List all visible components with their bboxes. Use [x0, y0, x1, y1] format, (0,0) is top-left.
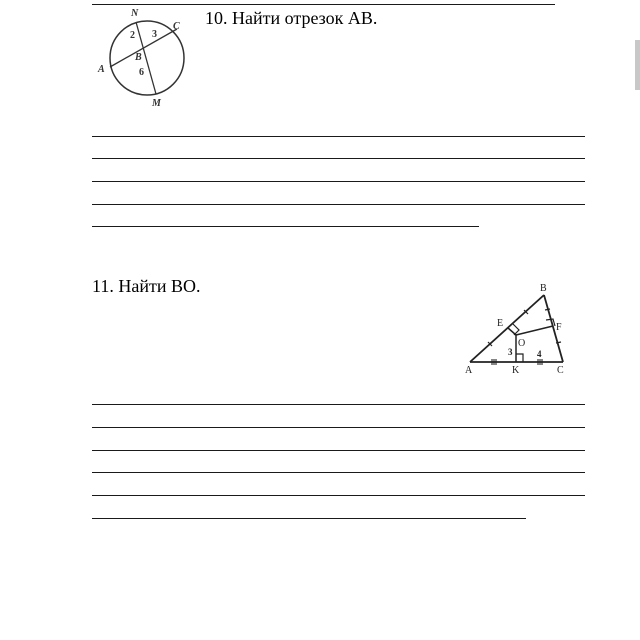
answer-line: [92, 181, 585, 182]
point-a-label: A: [98, 64, 105, 75]
point-b-label: B: [135, 52, 142, 63]
circle-outline: [110, 21, 184, 95]
point-k-label: K: [512, 365, 520, 376]
segment-6-label: 6: [139, 67, 144, 78]
point-n-label: N: [131, 8, 139, 19]
circle-figure: [92, 4, 202, 114]
answer-line: [92, 158, 585, 159]
answer-line: [92, 472, 585, 473]
chord-ca: [110, 29, 177, 67]
task11-title: 11. Найти ВО.: [92, 276, 201, 296]
answer-line: [92, 518, 526, 519]
point-b-label: B: [540, 283, 547, 294]
answer-line: [92, 450, 585, 451]
answer-line: [92, 404, 585, 405]
segment-2-label: 2: [130, 30, 135, 41]
answer-line: [92, 427, 585, 428]
triangle-figure: [462, 280, 580, 378]
perp-of: [516, 326, 553, 335]
point-e-label: E: [497, 318, 504, 329]
right-angle-k: [516, 354, 523, 362]
answer-line: [92, 495, 585, 496]
point-m-label: M: [152, 98, 161, 109]
page-edge-shadow: [635, 40, 640, 90]
answer-line: [92, 204, 585, 205]
point-f-label: F: [556, 322, 562, 333]
task10-title: 10. Найти отрезок АВ.: [205, 8, 378, 28]
point-a-label: A: [465, 365, 473, 376]
point-c-label: C: [173, 21, 180, 32]
point-o-label: O: [518, 338, 526, 349]
segment-3-label: 3: [508, 347, 513, 357]
answer-line: [92, 226, 479, 227]
side-ab: [470, 295, 544, 362]
point-c-label: C: [557, 365, 564, 376]
segment-3-label: 3: [152, 29, 157, 40]
segment-4-label: 4: [537, 349, 542, 359]
answer-line: [92, 136, 585, 137]
tick-bf: [545, 309, 550, 310]
